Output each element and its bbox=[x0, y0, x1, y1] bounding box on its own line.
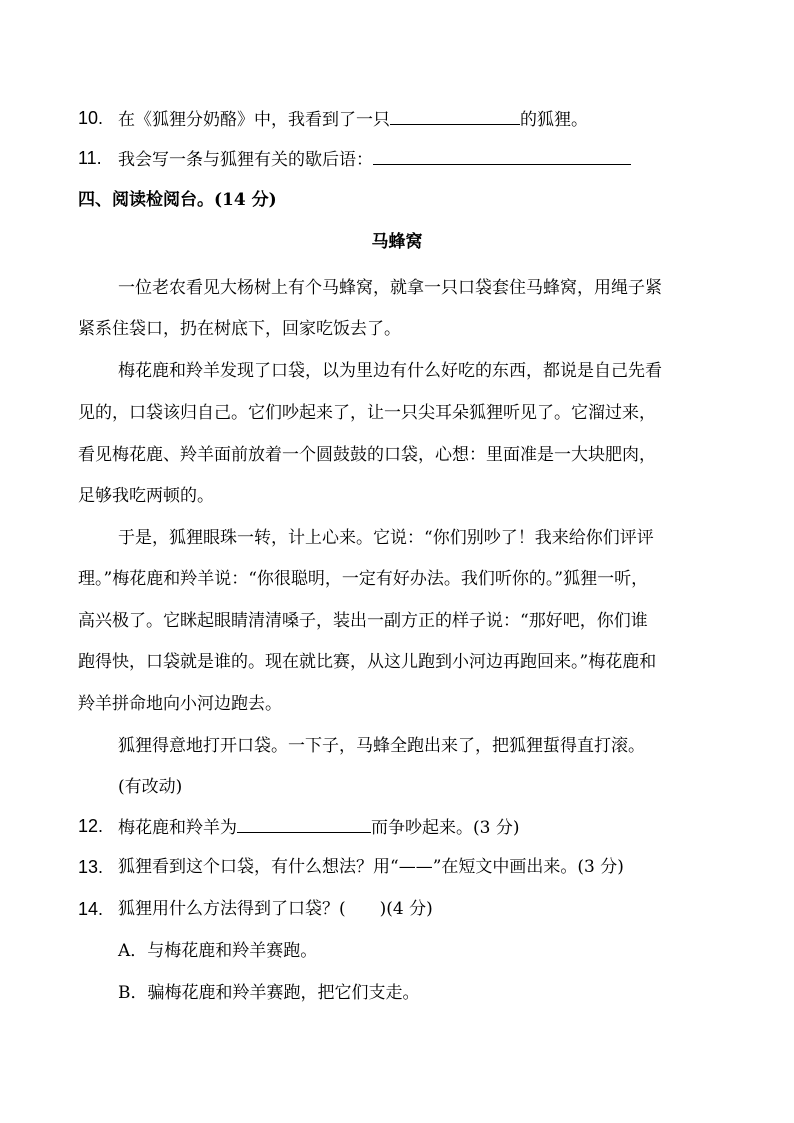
passage-line: 看见梅花鹿、羚羊面前放着一个圆鼓鼓的口袋，心想：里面准是一大块肥肉， bbox=[78, 445, 656, 465]
question-text: 狐狸看到这个口袋，有什么想法？用“——”在短文中画出来。(3 分) bbox=[118, 857, 624, 877]
choice-a[interactable]: A．与梅花鹿和羚羊赛跑。 bbox=[118, 941, 318, 961]
question-number: 13. bbox=[78, 857, 104, 877]
passage-line: 紧系住袋口，扔在树底下，回家吃饭去了。 bbox=[78, 319, 401, 339]
passage-line: 狐狸得意地打开口袋。一下子，马蜂全跑出来了，把狐狸蜇得直打滚。 bbox=[118, 736, 645, 756]
passage-line: 跑得快，口袋就是谁的。现在就比赛，从这儿跑到小河边再跑回来。”梅花鹿和 bbox=[78, 652, 657, 672]
answer-blank[interactable] bbox=[373, 146, 631, 165]
passage-title: 马蜂窝 bbox=[371, 232, 423, 252]
passage-line: 理。”梅花鹿和羚羊说：“你很聪明，一定有好办法。我们听你的。”狐狸一听， bbox=[78, 569, 649, 589]
section-heading: 四、阅读检阅台。(14 分) bbox=[78, 190, 277, 210]
answer-blank[interactable] bbox=[390, 106, 520, 125]
answer-blank[interactable] bbox=[237, 814, 371, 833]
question-number: 10. bbox=[78, 108, 104, 128]
passage-line: 高兴极了。它眯起眼睛清清嗓子，装出一副方正的样子说：“那好吧，你们谁 bbox=[78, 611, 648, 631]
question-text[interactable]: 狐狸用什么方法得到了口袋？( )(4 分) bbox=[118, 899, 433, 919]
passage-line: 梅花鹿和羚羊发现了口袋，以为里边有什么好吃的东西，都说是自己先看 bbox=[118, 361, 662, 381]
question-text-end: 的狐狸。 bbox=[520, 110, 588, 130]
question-number: 11. bbox=[78, 148, 102, 168]
passage-source-note: (有改动) bbox=[118, 777, 183, 797]
passage-line: 一位老农看见大杨树上有个马蜂窝，就拿一只口袋套住马蜂窝，用绳子紧 bbox=[118, 278, 662, 298]
question-number: 12. bbox=[78, 816, 104, 836]
passage-line: 于是，狐狸眼珠一转，计上心来。它说：“你们别吵了！我来给你们评评 bbox=[118, 528, 654, 548]
choice-b[interactable]: B．骗梅花鹿和羚羊赛跑，把它们支走。 bbox=[118, 983, 420, 1003]
passage-line: 足够我吃两顿的。 bbox=[78, 486, 214, 506]
question-text: 我会写一条与狐狸有关的歇后语： bbox=[118, 150, 373, 170]
question-text: 梅花鹿和羚羊为 bbox=[118, 818, 237, 838]
question-text-end: 而争吵起来。(3 分) bbox=[371, 818, 520, 838]
passage-line: 见的，口袋该归自己。它们吵起来了，让一只尖耳朵狐狸听见了。它溜过来， bbox=[78, 403, 656, 423]
question-text: 在《狐狸分奶酪》中，我看到了一只 bbox=[118, 110, 390, 130]
passage-line: 羚羊拼命地向小河边跑去。 bbox=[78, 694, 282, 714]
question-number: 14. bbox=[78, 899, 104, 919]
